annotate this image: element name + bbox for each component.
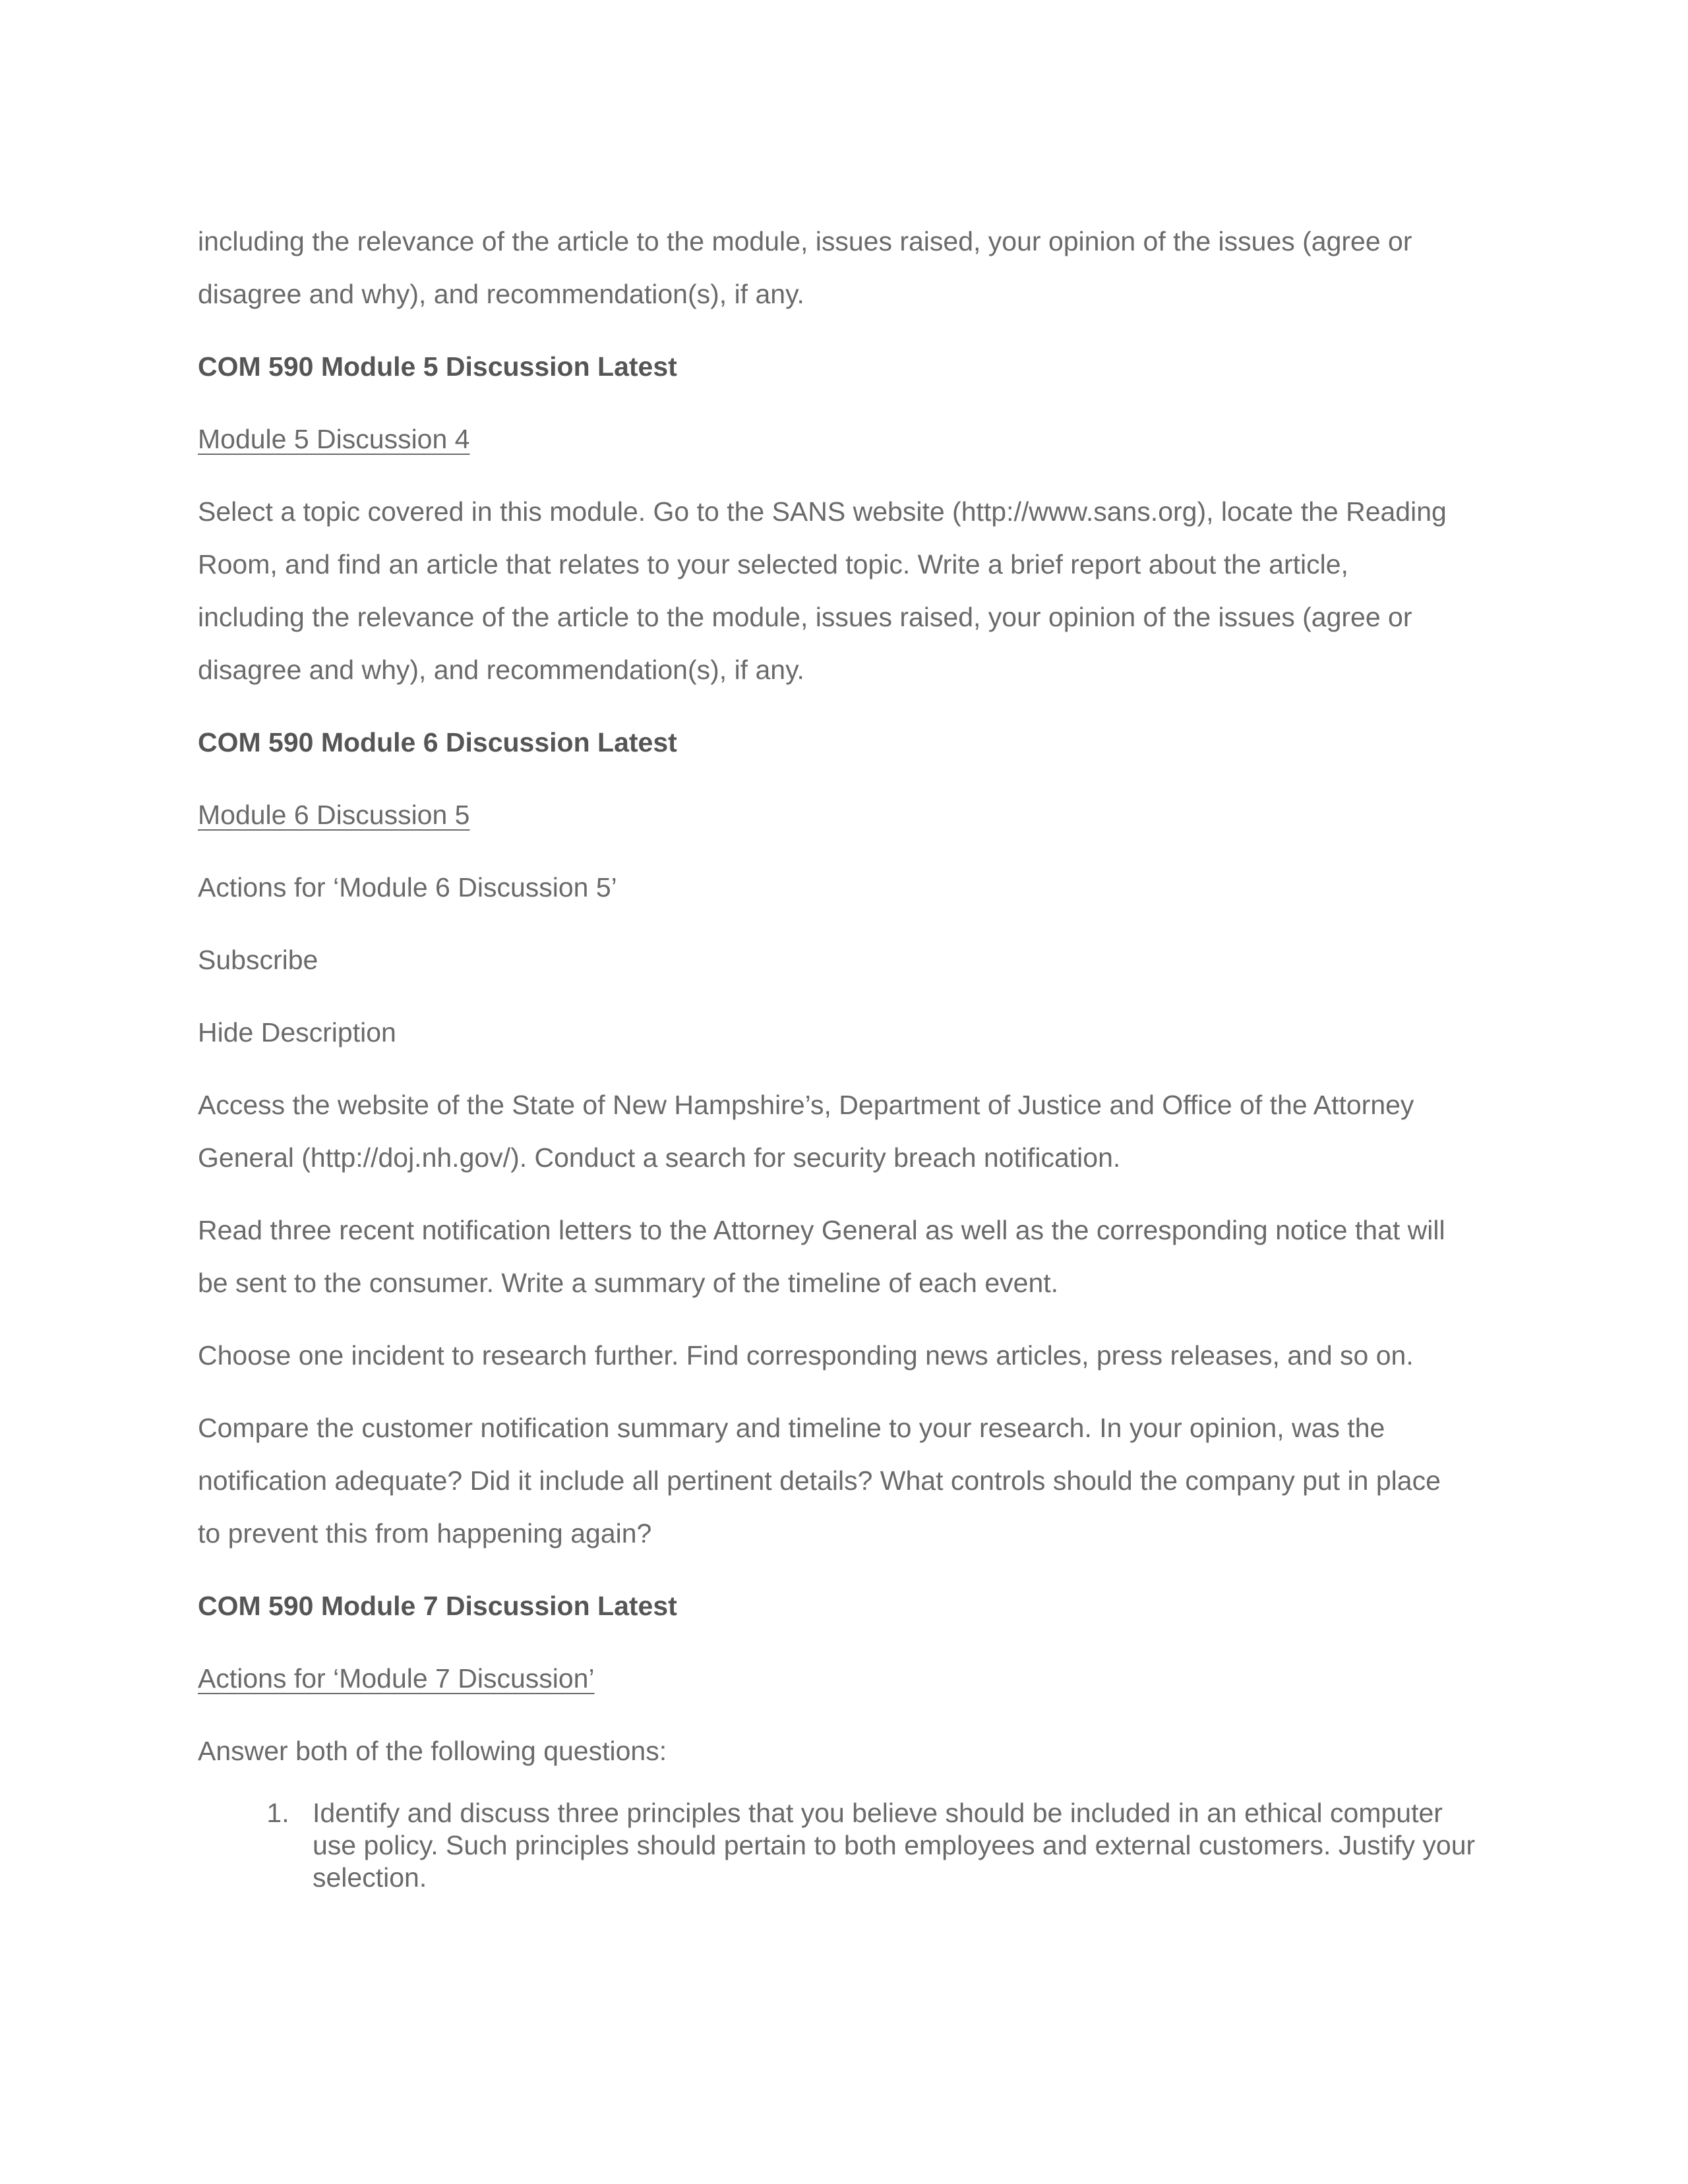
module7-heading: COM 590 Module 7 Discussion Latest xyxy=(198,1591,677,1621)
module6-actions-text: Actions for ‘Module 6 Discussion 5’ xyxy=(198,872,617,902)
module6-p4-line-1: Compare the customer notification summary and timeline to your research. In your opinion, was the xyxy=(198,1413,1385,1443)
module7-question-list xyxy=(198,1797,1490,1894)
module6-p1-line-1: Access the website of the State of New Hampshire’s, Department of Justice and Office of the Attorney xyxy=(198,1090,1414,1120)
module6-p4-line-3: to prevent this from happening again? xyxy=(198,1518,652,1549)
module6-p2-line-1: Read three recent notification letters to the Attorney General as well as the corresponding notice that will xyxy=(198,1215,1445,1245)
question-1-line-1: Identify and discuss three principles that you believe should be included in an ethical computer xyxy=(313,1798,1443,1828)
module7-actions-link[interactable]: Actions for ‘Module 7 Discussion’ xyxy=(198,1663,595,1694)
module5-heading: COM 590 Module 5 Discussion Latest xyxy=(198,351,677,382)
intro-paragraph xyxy=(198,215,1490,320)
module6-p4-line-2: notification adequate? Did it include all pertinent details? What controls should the company put in place xyxy=(198,1465,1441,1496)
hide-description-text: Hide Description xyxy=(198,1017,396,1048)
module6-heading: COM 590 Module 6 Discussion Latest xyxy=(198,727,677,757)
module6-p1-line-2: General (http://doj.nh.gov/). Conduct a search for security breach notification. xyxy=(198,1142,1121,1173)
list-item xyxy=(297,1797,1490,1894)
question-1-line-3: selection. xyxy=(313,1862,427,1893)
module6-paragraph-3: Choose one incident to research further. Find corresponding news articles, press releases, and so on. xyxy=(198,1340,1414,1371)
subscribe-text: Subscribe xyxy=(198,945,318,975)
module5-body-line-4: disagree and why), and recommendation(s), if any. xyxy=(198,655,804,685)
intro-line-2: disagree and why), and recommendation(s), if any. xyxy=(198,279,804,309)
module5-body xyxy=(198,485,1490,696)
module6-paragraph-1 xyxy=(198,1078,1490,1184)
module5-body-line-2: Room, and find an article that relates to your selected topic. Write a brief report about the article, xyxy=(198,549,1348,579)
module5-body-line-1: Select a topic covered in this module. Go to the SANS website (http://www.sans.org), locate the Reading xyxy=(198,496,1447,527)
module6-paragraph-2 xyxy=(198,1204,1490,1309)
module5-discussion-link[interactable]: Module 5 Discussion 4 xyxy=(198,424,470,454)
question-1-line-2: use policy. Such principles should pertain to both employees and external customers. Justify your xyxy=(313,1830,1476,1860)
module6-p2-line-2: be sent to the consumer. Write a summary of the timeline of each event. xyxy=(198,1268,1059,1298)
module7-intro: Answer both of the following questions: xyxy=(198,1736,667,1766)
document-page xyxy=(198,215,1490,1894)
intro-line-1: including the relevance of the article to the module, issues raised, your opinion of the issues (agree or xyxy=(198,226,1412,256)
module5-body-line-3: including the relevance of the article to the module, issues raised, your opinion of the issues (agree or xyxy=(198,602,1412,632)
module6-discussion-link[interactable]: Module 6 Discussion 5 xyxy=(198,800,470,830)
module6-paragraph-4 xyxy=(198,1402,1490,1560)
